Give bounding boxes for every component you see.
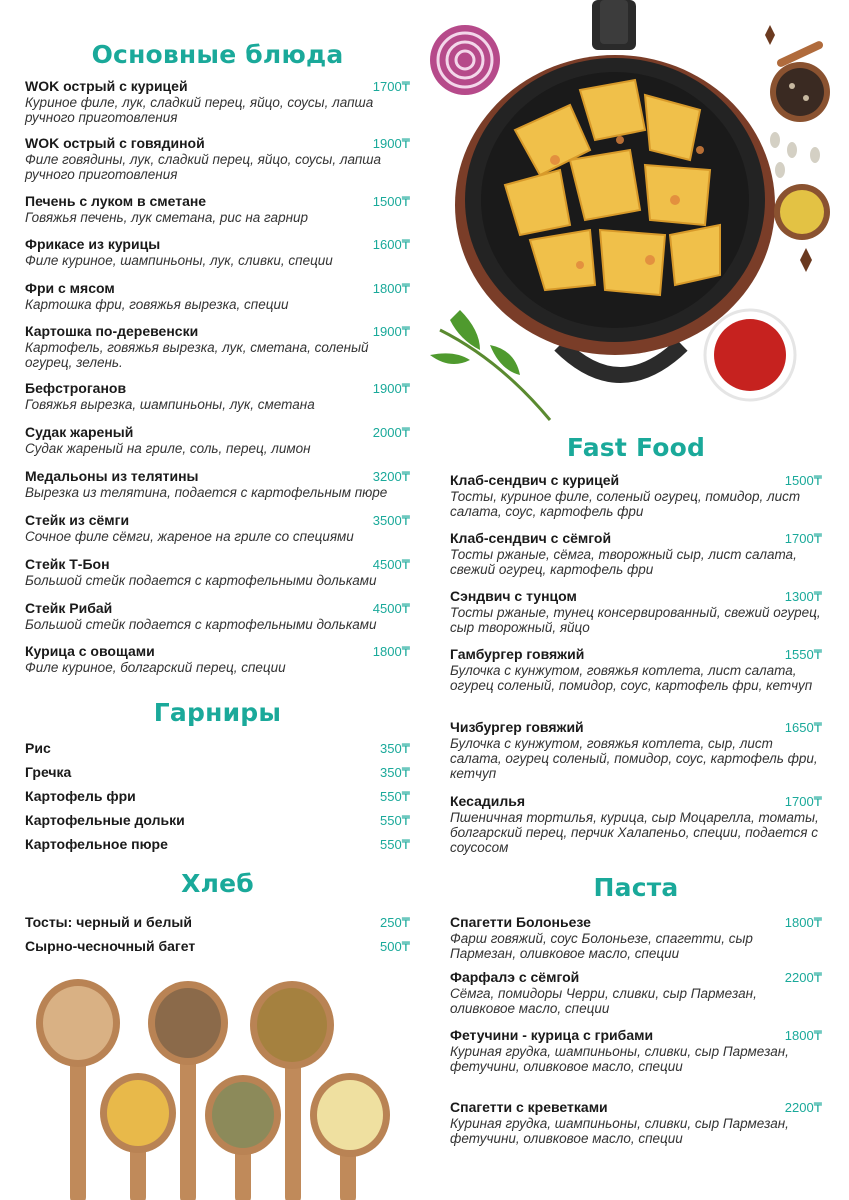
menu-item-description: Тосты ржаные, тунец консервированный, свежий огурец, сыр творожный, яйцо [450, 605, 821, 635]
menu-item [25, 740, 410, 756]
section-title-fastfood: Fast Food [566, 433, 706, 462]
menu-item-description: Булочка с кунжутом, говяжья котлета, сыр, лист салата, огурец соленый, помидор, соус, картофель фри, кетчуп [450, 736, 818, 781]
menu-item-name: Сэндвич с тунцом [450, 588, 577, 604]
menu-item-name: Медальоны из телятины [25, 468, 199, 484]
menu-item-name: WOK острый с курицей [25, 78, 188, 94]
menu-item-name: Фри с мясом [25, 280, 115, 296]
menu-item-price: 1900₸ [372, 136, 410, 151]
menu-item-name: Стейк Рибай [25, 600, 113, 616]
menu-item-description: Куриная грудка, шампиньоны, сливки, сыр Пармезан, фетучини, оливковое масло, специи [450, 1116, 789, 1146]
menu-item-name: Кесадилья [450, 793, 526, 809]
menu-item-description: Тосты, куриное филе, соленый огурец, помидор, лист салата, соус, картофель фри [450, 489, 801, 519]
menu-item-name: WOK острый с говядиной [25, 135, 205, 151]
menu-item [450, 914, 822, 961]
menu-item-name: Чизбургер говяжий [450, 719, 584, 735]
menu-item-description: Куриное филе, лук, сладкий перец, яйцо, соусы, лапша ручного приготовления [25, 95, 374, 125]
menu-item [450, 1099, 822, 1146]
menu-item-description: Картофель, говяжья вырезка, лук, сметана, соленый огурец, зелень. [25, 340, 369, 370]
menu-item-description: Вырезка из телятина, подается с картофельным пюре [25, 485, 388, 500]
menu-item-price: 1650₸ [784, 720, 822, 735]
menu-item-name: Курица с овощами [25, 643, 155, 659]
menu-item-price: 1700₸ [784, 794, 822, 809]
menu-item-price: 1500₸ [372, 194, 410, 209]
menu-item-price: 1800₸ [372, 644, 410, 659]
menu-item [25, 424, 410, 456]
section-title-main: Основные блюда [91, 40, 344, 69]
menu-item [25, 600, 410, 632]
menu-item-price: 1600₸ [372, 237, 410, 252]
menu-item-price: 1300₸ [784, 589, 822, 604]
menu-item-description: Говяжья вырезка, шампиньоны, лук, сметана [25, 397, 315, 412]
menu-item [25, 468, 410, 500]
menu-item-price: 1500₸ [784, 473, 822, 488]
menu-item-description: Фарш говяжий, соус Болоньезе, спагетти, сыр Пармезан, оливковое масло, специи [450, 931, 753, 961]
menu-item-name: Гамбургер говяжий [450, 646, 585, 662]
menu-item-price: 2000₸ [372, 425, 410, 440]
menu-item-price: 550₸ [380, 813, 410, 828]
menu-item-description: Сёмга, помидоры Черри, сливки, сыр Пармезан, оливковое масло, специи [450, 986, 757, 1016]
menu-item-price: 1900₸ [372, 324, 410, 339]
menu-item-description: Картошка фри, говяжья вырезка, специи [25, 297, 289, 312]
menu-item-price: 550₸ [380, 837, 410, 852]
menu-item-name: Гречка [25, 764, 72, 780]
menu-item-price: 350₸ [380, 765, 410, 780]
menu-item [450, 969, 822, 1016]
menu-item-description: Куриная грудка, шампиньоны, сливки, сыр Пармезан, фетучини, оливковое масло, специи [450, 1044, 789, 1074]
menu-item [25, 836, 410, 852]
menu-item-name: Клаб-сендвич с курицей [450, 472, 620, 488]
menu-item-description: Пшеничная тортилья, курица, сыр Моцарелла, томаты, болгарский перец, перчик Халапеньо, специи, подается с соусосом [450, 810, 819, 855]
menu-item [450, 793, 822, 855]
menu-item-description: Филе куриное, шампиньоны, лук, сливки, специи [25, 253, 333, 268]
menu-item-name: Бефстроганов [25, 380, 127, 396]
menu-item [25, 914, 410, 930]
menu-item-name: Картофель фри [25, 788, 136, 804]
section-title-pasta: Паста [593, 873, 679, 902]
menu-item-name: Фарфалэ с сёмгой [450, 969, 580, 985]
menu-item [25, 323, 410, 370]
menu-item-price: 1800₸ [784, 915, 822, 930]
section-title-garnish: Гарниры [153, 698, 282, 727]
menu-item-name: Рис [25, 740, 51, 756]
menu-item-name: Спагетти Болоньезе [450, 914, 591, 930]
menu-item-name: Стейк из сёмги [25, 512, 130, 528]
menu-item-price: 4500₸ [372, 557, 410, 572]
menu-item-description: Тосты ржаные, сёмга, творожный сыр, лист салата, свежий огурец, картофель фри [450, 547, 797, 577]
menu-item-description: Говяжья печень, лук сметана, рис на гарнир [25, 210, 309, 225]
menu-item-name: Картофельные дольки [25, 812, 185, 828]
menu-item-name: Спагетти с креветками [450, 1099, 608, 1115]
menu-item [25, 78, 410, 125]
menu-item-name: Сырно-чесночный багет [25, 938, 196, 954]
menu-item-price: 2200₸ [784, 970, 822, 985]
menu-item [25, 788, 410, 804]
menu-item [25, 643, 410, 675]
menu-item-price: 2200₸ [784, 1100, 822, 1115]
menu-item [25, 280, 410, 312]
menu-item [450, 588, 822, 635]
menu-item [25, 236, 410, 268]
menu-item-name: Тосты: черный и белый [25, 914, 192, 930]
menu-item [450, 719, 822, 781]
menu-item-price: 4500₸ [372, 601, 410, 616]
menu-item-price: 1550₸ [784, 647, 822, 662]
menu-item-name: Судак жареный [25, 424, 134, 440]
menu-item-price: 1800₸ [784, 1028, 822, 1043]
menu-item-description: Большой стейк подается с картофельными дольками [25, 573, 377, 588]
menu-item-price: 1700₸ [372, 79, 410, 94]
menu-item-description: Сочное филе сёмги, жареное на гриле со специями [25, 529, 354, 544]
menu-item-name: Стейк Т-Бон [25, 556, 110, 572]
menu-item-price: 500₸ [380, 939, 410, 954]
menu-item-price: 3500₸ [372, 513, 410, 528]
menu-item-description: Филе куриное, болгарский перец, специи [25, 660, 286, 675]
menu-item-description: Филе говядины, лук, сладкий перец, яйцо, соусы, лапша ручного приготовления [25, 152, 381, 182]
menu-item-description: Большой стейк подается с картофельными дольками [25, 617, 377, 632]
frying-pan-illustration [420, 0, 849, 430]
menu-item-name: Фрикасе из курицы [25, 236, 161, 252]
menu-item [25, 812, 410, 828]
menu-item [25, 380, 410, 412]
menu-item-price: 1700₸ [784, 531, 822, 546]
menu-item [25, 556, 410, 588]
menu-item-name: Клаб-сендвич с сёмгой [450, 530, 612, 546]
menu-item-price: 1900₸ [372, 381, 410, 396]
menu-item [450, 530, 822, 577]
menu-item-description: Булочка с кунжутом, говяжья котлета, лист салата, огурец соленый, помидор, соус, картофель фри, кетчуп [450, 663, 813, 693]
menu-item-price: 250₸ [380, 915, 410, 930]
menu-item [25, 938, 410, 954]
menu-item-name: Печень с луком в сметане [25, 193, 207, 209]
menu-item-name: Фетучини - курица с грибами [450, 1027, 654, 1043]
section-title-bread: Хлеб [181, 869, 254, 898]
menu-item [25, 512, 410, 544]
menu-item-price: 350₸ [380, 741, 410, 756]
menu-item [25, 764, 410, 780]
menu-item [450, 1027, 822, 1074]
menu-item [450, 472, 822, 519]
menu-item-price: 550₸ [380, 789, 410, 804]
menu-item-name: Картофельное пюре [25, 836, 168, 852]
menu-item [450, 646, 822, 693]
menu-item-price: 3200₸ [372, 469, 410, 484]
menu-item-description: Судак жареный на гриле, соль, перец, лимон [25, 441, 311, 456]
menu-item [25, 135, 410, 182]
menu-item-price: 1800₸ [372, 281, 410, 296]
menu-item-name: Картошка по-деревенски [25, 323, 199, 339]
menu-item [25, 193, 410, 225]
wooden-spoons-illustration [0, 975, 425, 1200]
